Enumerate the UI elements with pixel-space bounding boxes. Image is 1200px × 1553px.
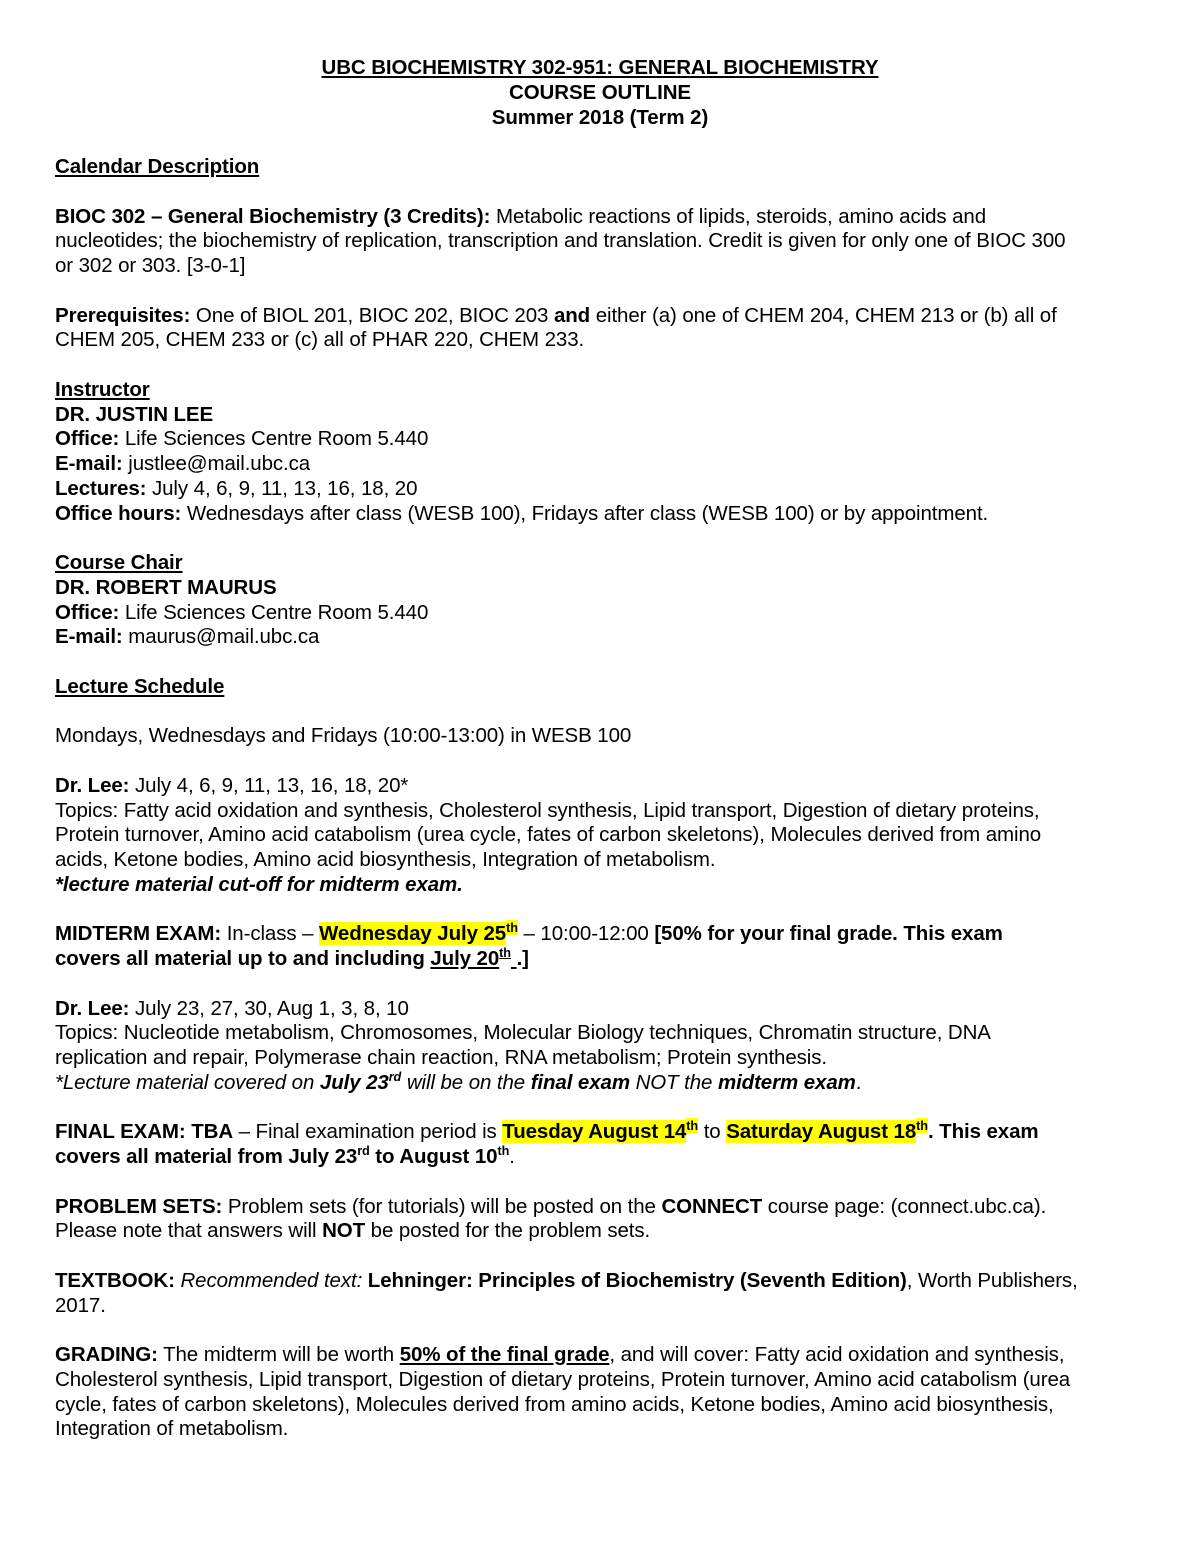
text-run: 2017.	[55, 1293, 106, 1317]
text-run: Integration of metabolism.	[55, 1417, 289, 1441]
field-label: covers all material from July 23	[55, 1145, 358, 1168]
superscript: th	[497, 1143, 510, 1159]
text-run: July 4, 6, 9, 11, 13, 16, 18, 20*	[129, 773, 409, 797]
text-line	[55, 477, 1165, 502]
text-run: NOT	[322, 1219, 366, 1243]
text-run: will be on the	[401, 1070, 531, 1094]
text-line	[55, 452, 1165, 477]
blank-line	[55, 650, 1165, 675]
field-label: MIDTERM EXAM:	[55, 922, 222, 946]
blank-line	[55, 972, 1165, 997]
field-label: PROBLEM SETS:	[55, 1194, 223, 1218]
title-line	[55, 56, 1145, 81]
text-run: Please note that answers will	[55, 1219, 323, 1243]
text-run: Topics: Nucleotide metabolism, Chromosomes, Molecular Biology techniques, Chromatin structure, DNA	[55, 1021, 991, 1045]
text-run: NOT the	[629, 1070, 718, 1094]
superscript: rd	[357, 1143, 370, 1159]
text-run: Mondays, Wednesdays and Fridays (10:00-13:00) in WESB 100	[55, 724, 632, 748]
text-line	[55, 1393, 1165, 1418]
text-run: – Final examination period is	[233, 1120, 503, 1144]
text-run: *lecture material cut-off for midterm exam.	[55, 872, 463, 896]
text-line	[55, 675, 1165, 700]
blank-line	[55, 180, 1165, 205]
text-run: midterm exam	[717, 1070, 856, 1094]
text-line	[55, 1046, 1165, 1071]
text-run: July 4, 6, 9, 11, 13, 16, 18, 20	[146, 476, 418, 500]
text-run: cycle, fates of carbon skeletons), Molecules derived from amino acids, Ketone bodies, Amino acid biosynthesis,	[55, 1392, 1054, 1416]
text-line	[55, 229, 1165, 254]
text-line	[55, 502, 1165, 527]
text-line	[55, 922, 1165, 947]
text-run: One of BIOL 201, BIOC 202, BIOC 203	[190, 303, 554, 327]
superscript: rd	[388, 1068, 402, 1084]
text-run: Problem sets (for tutorials) will be posted on the	[222, 1194, 662, 1218]
text-line	[55, 873, 1165, 898]
blank-line	[55, 1244, 1165, 1269]
field-label: BIOC 302 – General Biochemistry (3 Credits):	[55, 204, 491, 228]
text-run: .]	[516, 947, 529, 970]
superscript: th	[916, 1118, 928, 1134]
superscript: th	[506, 920, 518, 936]
text-line	[55, 155, 1165, 180]
text-run: maurus@mail.ubc.ca	[122, 625, 320, 649]
text-run: replication and repair, Polymerase chain reaction, RNA metabolism; Protein synthesis.	[55, 1046, 828, 1069]
highlighted-date: Saturday August 18	[726, 1120, 917, 1144]
text-line	[55, 576, 1165, 601]
text-run: Life Sciences Centre Room 5.440	[119, 427, 429, 451]
text-run: acids, Ketone bodies, Amino acid biosynthesis, Integration of metabolism.	[55, 848, 716, 871]
text-line	[55, 947, 1165, 972]
field-label: Dr. Lee:	[55, 996, 130, 1020]
field-label: GRADING:	[55, 1343, 158, 1366]
field-label: FINAL EXAM: TBA	[55, 1120, 234, 1144]
text-run: Topics: Fatty acid oxidation and synthesis, Cholesterol synthesis, Lipid transport, Digestion of dietary proteins,	[55, 798, 1040, 822]
blank-line	[55, 1318, 1165, 1343]
field-label: Lectures:	[55, 476, 147, 500]
text-run: nucleotides; the biochemistry of replication, transcription and translation. Credit is given for only one of BIOC 300	[55, 229, 1066, 253]
blank-line	[55, 898, 1165, 923]
text-line	[55, 1269, 1165, 1294]
text-line	[55, 1294, 1165, 1319]
text-line	[55, 848, 1165, 873]
text-run: In-class –	[221, 922, 320, 946]
text-line	[55, 1219, 1165, 1244]
text-run: be posted for the problem sets.	[365, 1219, 651, 1243]
section-heading: July 20	[430, 947, 500, 970]
section-heading: Lecture Schedule	[55, 674, 225, 698]
section-heading: Calendar Description	[55, 155, 260, 178]
text-run: and	[553, 303, 591, 327]
text-run: , and will cover: Fatty acid oxidation and synthesis,	[609, 1343, 1065, 1366]
text-line	[55, 625, 1165, 650]
text-run: final exam	[530, 1070, 630, 1094]
text-line	[55, 427, 1165, 452]
text-run: .	[509, 1145, 515, 1168]
text-run: course page: (connect.ubc.ca).	[762, 1194, 1047, 1218]
section-heading: Course Chair	[55, 551, 183, 574]
text-run: *Lecture material covered on	[55, 1070, 320, 1094]
text-line	[55, 205, 1165, 230]
superscript: th	[686, 1118, 699, 1134]
text-run: .	[855, 1070, 862, 1094]
blank-line	[55, 749, 1165, 774]
title-line	[55, 106, 1145, 131]
text-run: – 10:00-12:00	[517, 922, 655, 946]
text-run: Life Sciences Centre Room 5.440	[119, 600, 429, 624]
text-line	[55, 378, 1165, 403]
text-run: either (a) one of CHEM 204, CHEM 213 or (b) all of	[590, 303, 1057, 327]
highlighted-date: Wednesday July 25	[319, 922, 507, 946]
text-run: . This exam	[927, 1120, 1039, 1144]
text-line	[55, 799, 1165, 824]
text-line	[55, 1021, 1165, 1046]
highlighted-date: Tuesday August 14	[502, 1120, 687, 1144]
text-line	[55, 1343, 1165, 1368]
text-run: CONNECT	[661, 1194, 763, 1218]
text-line	[55, 997, 1165, 1022]
text-run: to	[698, 1120, 727, 1144]
blank-line	[55, 526, 1165, 551]
text-line	[55, 551, 1165, 576]
field-label: Office:	[55, 600, 120, 624]
text-run: Cholesterol synthesis, Lipid transport, Digestion of dietary proteins, Protein turnover, Amino acid catabolism (urea	[55, 1367, 1071, 1391]
field-label: E-mail:	[55, 625, 123, 649]
field-label: Dr. Lee:	[55, 773, 130, 797]
text-line	[55, 328, 1165, 353]
text-line	[55, 1368, 1165, 1393]
blank-line	[55, 1170, 1165, 1195]
text-line	[55, 774, 1165, 799]
text-run: Summer 2018 (Term 2)	[491, 105, 709, 129]
field-label: Prerequisites:	[55, 303, 191, 327]
text-run: Lehninger: Principles of Biochemistry (Seventh Edition)	[367, 1268, 907, 1292]
text-run: [50% for your final grade. This exam	[654, 922, 1003, 946]
text-run: COURSE OUTLINE	[509, 80, 691, 104]
text-run: or 302 or 303. [3-0-1]	[55, 254, 246, 277]
text-line	[55, 1195, 1165, 1220]
text-run: July 23	[319, 1070, 389, 1094]
section-heading: Instructor	[55, 377, 150, 401]
text-run: The midterm will be worth	[157, 1343, 400, 1366]
course-outline-document	[55, 56, 1165, 1442]
text-line	[55, 1417, 1165, 1442]
text-line	[55, 304, 1165, 329]
field-label: Office hours:	[55, 501, 182, 525]
section-heading: UBC BIOCHEMISTRY 302-951: GENERAL BIOCHEMISTRY	[321, 56, 879, 79]
text-run: July 23, 27, 30, Aug 1, 3, 8, 10	[129, 996, 409, 1020]
text-run: Wednesdays after class (WESB 100), Fridays after class (WESB 100) or by appointment.	[181, 501, 989, 525]
section-heading: 50% of the final grade	[399, 1343, 610, 1366]
text-line	[55, 601, 1165, 626]
field-label: covers all material up to and including	[55, 947, 431, 970]
text-run: , Worth Publishers,	[906, 1268, 1078, 1292]
text-line	[55, 823, 1165, 848]
field-label: Office:	[55, 427, 120, 451]
text-line	[55, 1120, 1165, 1145]
title-line	[55, 81, 1145, 106]
text-run: Recommended text:	[180, 1268, 363, 1292]
superscript: th	[499, 945, 511, 961]
text-line	[55, 1068, 1165, 1096]
text-line	[55, 1145, 1165, 1170]
blank-line	[55, 1096, 1165, 1121]
text-run: DR. ROBERT MAURUS	[55, 575, 277, 599]
text-line	[55, 724, 1165, 749]
text-line	[55, 254, 1165, 279]
text-run: justlee@mail.ubc.ca	[122, 452, 311, 475]
blank-line	[55, 130, 1165, 155]
blank-line	[55, 353, 1165, 378]
text-run: Metabolic reactions of lipids, steroids, amino acids and	[490, 204, 987, 228]
text-run: to August 10	[369, 1145, 498, 1168]
field-label: TEXTBOOK:	[55, 1268, 175, 1292]
field-label: E-mail:	[55, 452, 123, 475]
blank-line	[55, 279, 1165, 304]
blank-line	[55, 700, 1165, 725]
text-run: CHEM 205, CHEM 233 or (c) all of PHAR 220, CHEM 233.	[55, 328, 585, 352]
text-run: DR. JUSTIN LEE	[55, 402, 214, 426]
text-run: Protein turnover, Amino acid catabolism (urea cycle, fates of carbon skeletons), Molecules derived from amino	[55, 823, 1042, 847]
text-line	[55, 403, 1165, 428]
